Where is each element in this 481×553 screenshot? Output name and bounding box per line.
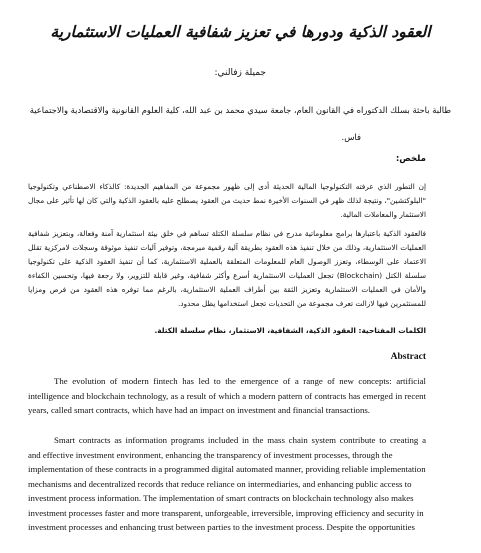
english-abstract-line: mechanisms and decentralized records that reduce reliance on intermediaries, and enhancing public access to (28, 478, 412, 489)
author-name: جميلة زفالني: (214, 68, 266, 78)
author-affiliation (22, 96, 451, 149)
english-abstract-line: Smart contracts as information programs included in the mass chain system contribute to creating a (54, 435, 426, 445)
english-abstract-line: and effective investment environment, enhancing the transparency of investment processes, through the (28, 449, 393, 460)
english-abstract-line: implementation of these contracts in a programmed digital automated manner, providing reliable implementation (28, 464, 426, 474)
arabic-keywords: الكلمات المفتاحية: العقود الذكية، الشفافية، الاستثمار، نظام سلسلة الكتلة. (154, 326, 426, 335)
english-abstract-line: investment processes and enhancing trust between parties to the investment process. Despite the opportunities (28, 522, 415, 532)
english-abstract-paragraph-2 (28, 433, 426, 535)
english-abstract-heading: Abstract (390, 352, 426, 362)
english-abstract-line: investment processes faster and more transparent, unforgeable, irreversible, improving efficiency and security in (28, 507, 424, 518)
arabic-abstract-paragraph-2: فالعقود الذكية باعتبارها برامج معلوماتية مدرج في نظام سلسلة الكتلة تساهم في خلق بيئة استثمارية آمنة وفعالة، وبتعزيز شفافية العمليات الاستثمارية، وذلك من خلال تنفيذ هذه العقود بطريقة آلية رقمية مبرمجة، وتوفير آليات تنفيذ موثوقة وسجلات لامركزية تقلل الاعتماد على الوسطاء، وتعزز الوصول العام للمعلومات المتعلقة بالعملية الاستثمارية، كما أن تنفيذ العقود الذكية على تكنولوجيا سلسلة الكتل (Blockchain) تجعل العمليات الاستثمارية أسرع وأكثر شفافية، وغير قابلة للتزوير، ولا رجعة فيها، وتحسين الكفاءة والأمان في العمليات الاستثمارية وتعزيز الثقة بين أطراف العملية الاستثمارية، بالرغم مما توفره هذه العقود من فرص ومزايا للمستثمرين فيها لازالت تعرف مجموعة من التحديات تجعل استخدامها يظل محدود. (28, 229, 426, 308)
arabic-abstract-heading: ملخص: (395, 154, 426, 164)
english-abstract-paragraph-1: The evolution of modern fintech has led to the emergence of a range of new concepts: artificial intelligence and blockchain technology, as a result of which a modern pattern of contracts has emerged in recent years, called smart contracts, which have had an impact on investment and financial transactions. (28, 376, 426, 415)
affiliation-line-1: طالبة باحثة بسلك الدكتوراه في القانون العام، جامعة سيدي محمد بن عبد الله، كلية العلوم القانونية والاقتصادية والاجتماعية (29, 105, 451, 115)
affiliation-line-2: فاس. (341, 132, 361, 142)
arabic-abstract-paragraph-1: إن التطور الذي عرفته التكنولوجيا المالية الحديثة أدى إلى ظهور مجموعة من المفاهيم الجديدة: كالذكاء الاصطناعي وتكنولوجيا "البلوكتشين"، ونتيجة لذلك ظهر في السنوات الأخيرة نمط حديث من العقود يصطلح عليه بالعقود الذكية والتي كان لها تأثير على مجال الاستثمار والمعاملات المالية. (27, 182, 426, 219)
english-abstract-line: investment process information. The implementation of smart contracts on blockchain technology also makes (28, 493, 414, 503)
paper-title: العقود الذكية ودورها في تعزيز شفافية العمليات الاستثمارية (50, 22, 431, 41)
